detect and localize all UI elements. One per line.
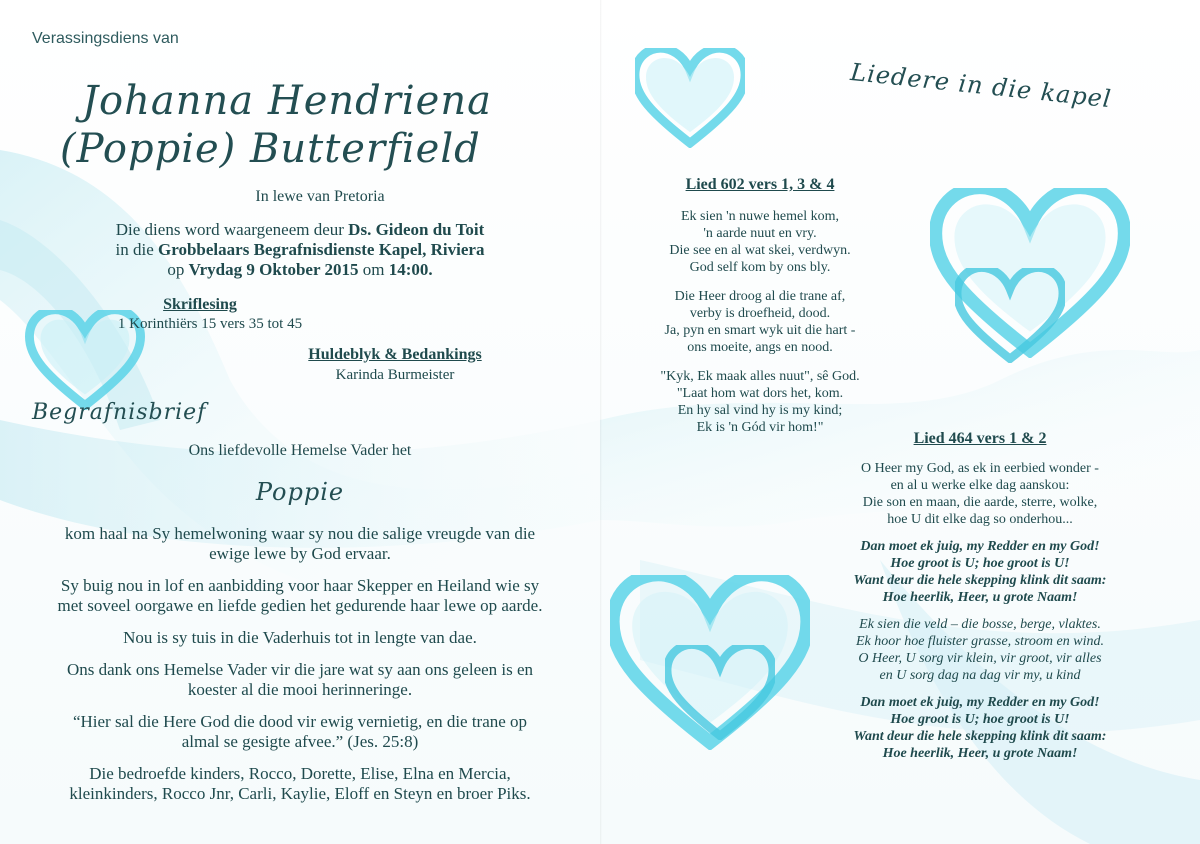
song-verse: "Kyk, Ek maak alles nuut", sê God. "Laat hom wat dors het, kom. En hy sal vind hy is my kind; Ek is 'n Gód vir hom!" [660,369,860,435]
page-fold [600,0,602,844]
song1-title: Lied 602 vers 1, 3 & 4 [685,176,835,193]
service-details [60,220,540,280]
deceased-name-line2: (Poppie) Butterfield [60,126,481,172]
letter-paragraph: Ons dank ons Hemelse Vader vir die jare wat sy aan ons geleen is en koester al die mooi herinneringe. [66,660,534,699]
song-chorus: Dan moet ek juig, my Redder en my God! Hoe groot is U; hoe groot is U! Want deur die hele skepping klink dit saam: Hoe heerlik, Heer, u grote Naam! [853,539,1107,605]
chapel-name: Grobbelaars Begrafnisdienste Kapel, Riviera [158,240,485,259]
service-date: Vrydag 9 Oktober 2015 [188,260,359,279]
song-verse: O Heer my God, as ek in eerbied wonder - en al u werke elke dag aanskou: Die son en maan, die aarde, sterre, wolke, hoe U dit elke dag so onderhou... [861,461,1099,527]
service-line-3: op Vrydag 9 Oktober 2015 om 14:00. [167,260,433,279]
nickname: Poppie [255,478,345,506]
service-line-2: in die Grobbelaars Begrafnisdienste Kapel, Riviera [115,240,485,259]
heart-icon [665,645,775,740]
reading-title: Skriflesing [163,296,237,313]
minister-name: Ds. Gideon du Toit [348,220,485,239]
service-time: 14:00. [388,260,433,279]
letter-paragraph: kom haal na Sy hemelwoning waar sy nou die salige vreugde van die ewige lewe by God ervaar. [64,524,536,563]
heart-icon [635,48,745,148]
letter-paragraph: Nou is sy tuis in die Vaderhuis tot in lengte van dae. [123,628,477,647]
song1-lyrics [620,208,900,436]
letter-body [20,524,580,804]
scripture-quote: “Hier sal die Here God die dood vir ewig vernietig, en die trane op almal se gesigte afvee.” (Jes. 25:8) [72,712,528,751]
song-verse: Ek sien die veld – die bosse, berge, vlaktes. Ek hoor hoe fluister grasse, stroom en wind. O Heer, U sorg vir klein, vir groot, vir alles en U sorg dag na dag vir my, u kind [856,617,1104,683]
letter-title: Begrafnisbrief [32,400,207,425]
intro-label: Verassingsdiens van [32,30,179,47]
tribute-title: Huldeblyk & Bedankings [308,346,482,363]
deceased-name-line1: Johanna Hendriena [82,78,492,124]
tribute-name: Karinda Burmeister [335,367,455,383]
song2-title: Lied 464 vers 1 & 2 [913,430,1047,447]
song-chorus: Dan moet ek juig, my Redder en my God! Hoe groot is U; hoe groot is U! Want deur die hele skepping klink dit saam: Hoe heerlik, Heer, u grote Naam! [853,695,1107,761]
reading-reference: 1 Korinthiërs 15 vers 35 tot 45 [117,316,303,332]
song-verse: Ek sien 'n nuwe hemel kom, 'n aarde nuut en vry. Die see en al wat skei, verdwyn. God self kom by ons bly. [669,209,851,275]
letter-paragraph: Sy buig nou in lof en aanbidding voor haar Skepper en Heiland wie sy met soveel oorgawe en liefde gedien het gedurende haar lewe op aarde. [57,576,543,615]
heart-icon [955,268,1065,363]
family-list: Die bedroefde kinders, Rocco, Dorette, Elise, Elna en Mercia, kleinkinders, Rocco Jnr, Carli, Kaylie, Eloff en Steyn en broer Piks. [69,764,531,803]
songs-title: Liedere in die kapel [849,58,1113,114]
song-verse: Die Heer droog al die trane af, verby is droefheid, dood. Ja, pyn en smart wyk uit die hart - ons moeite, angs en nood. [664,289,856,355]
letter-intro: Ons liefdevolle Hemelse Vader het [188,442,412,459]
service-line-1: Die diens word waargeneem deur Ds. Gideon du Toit [115,220,485,239]
residence: In lewe van Pretoria [255,188,385,205]
song2-lyrics [800,460,1160,762]
